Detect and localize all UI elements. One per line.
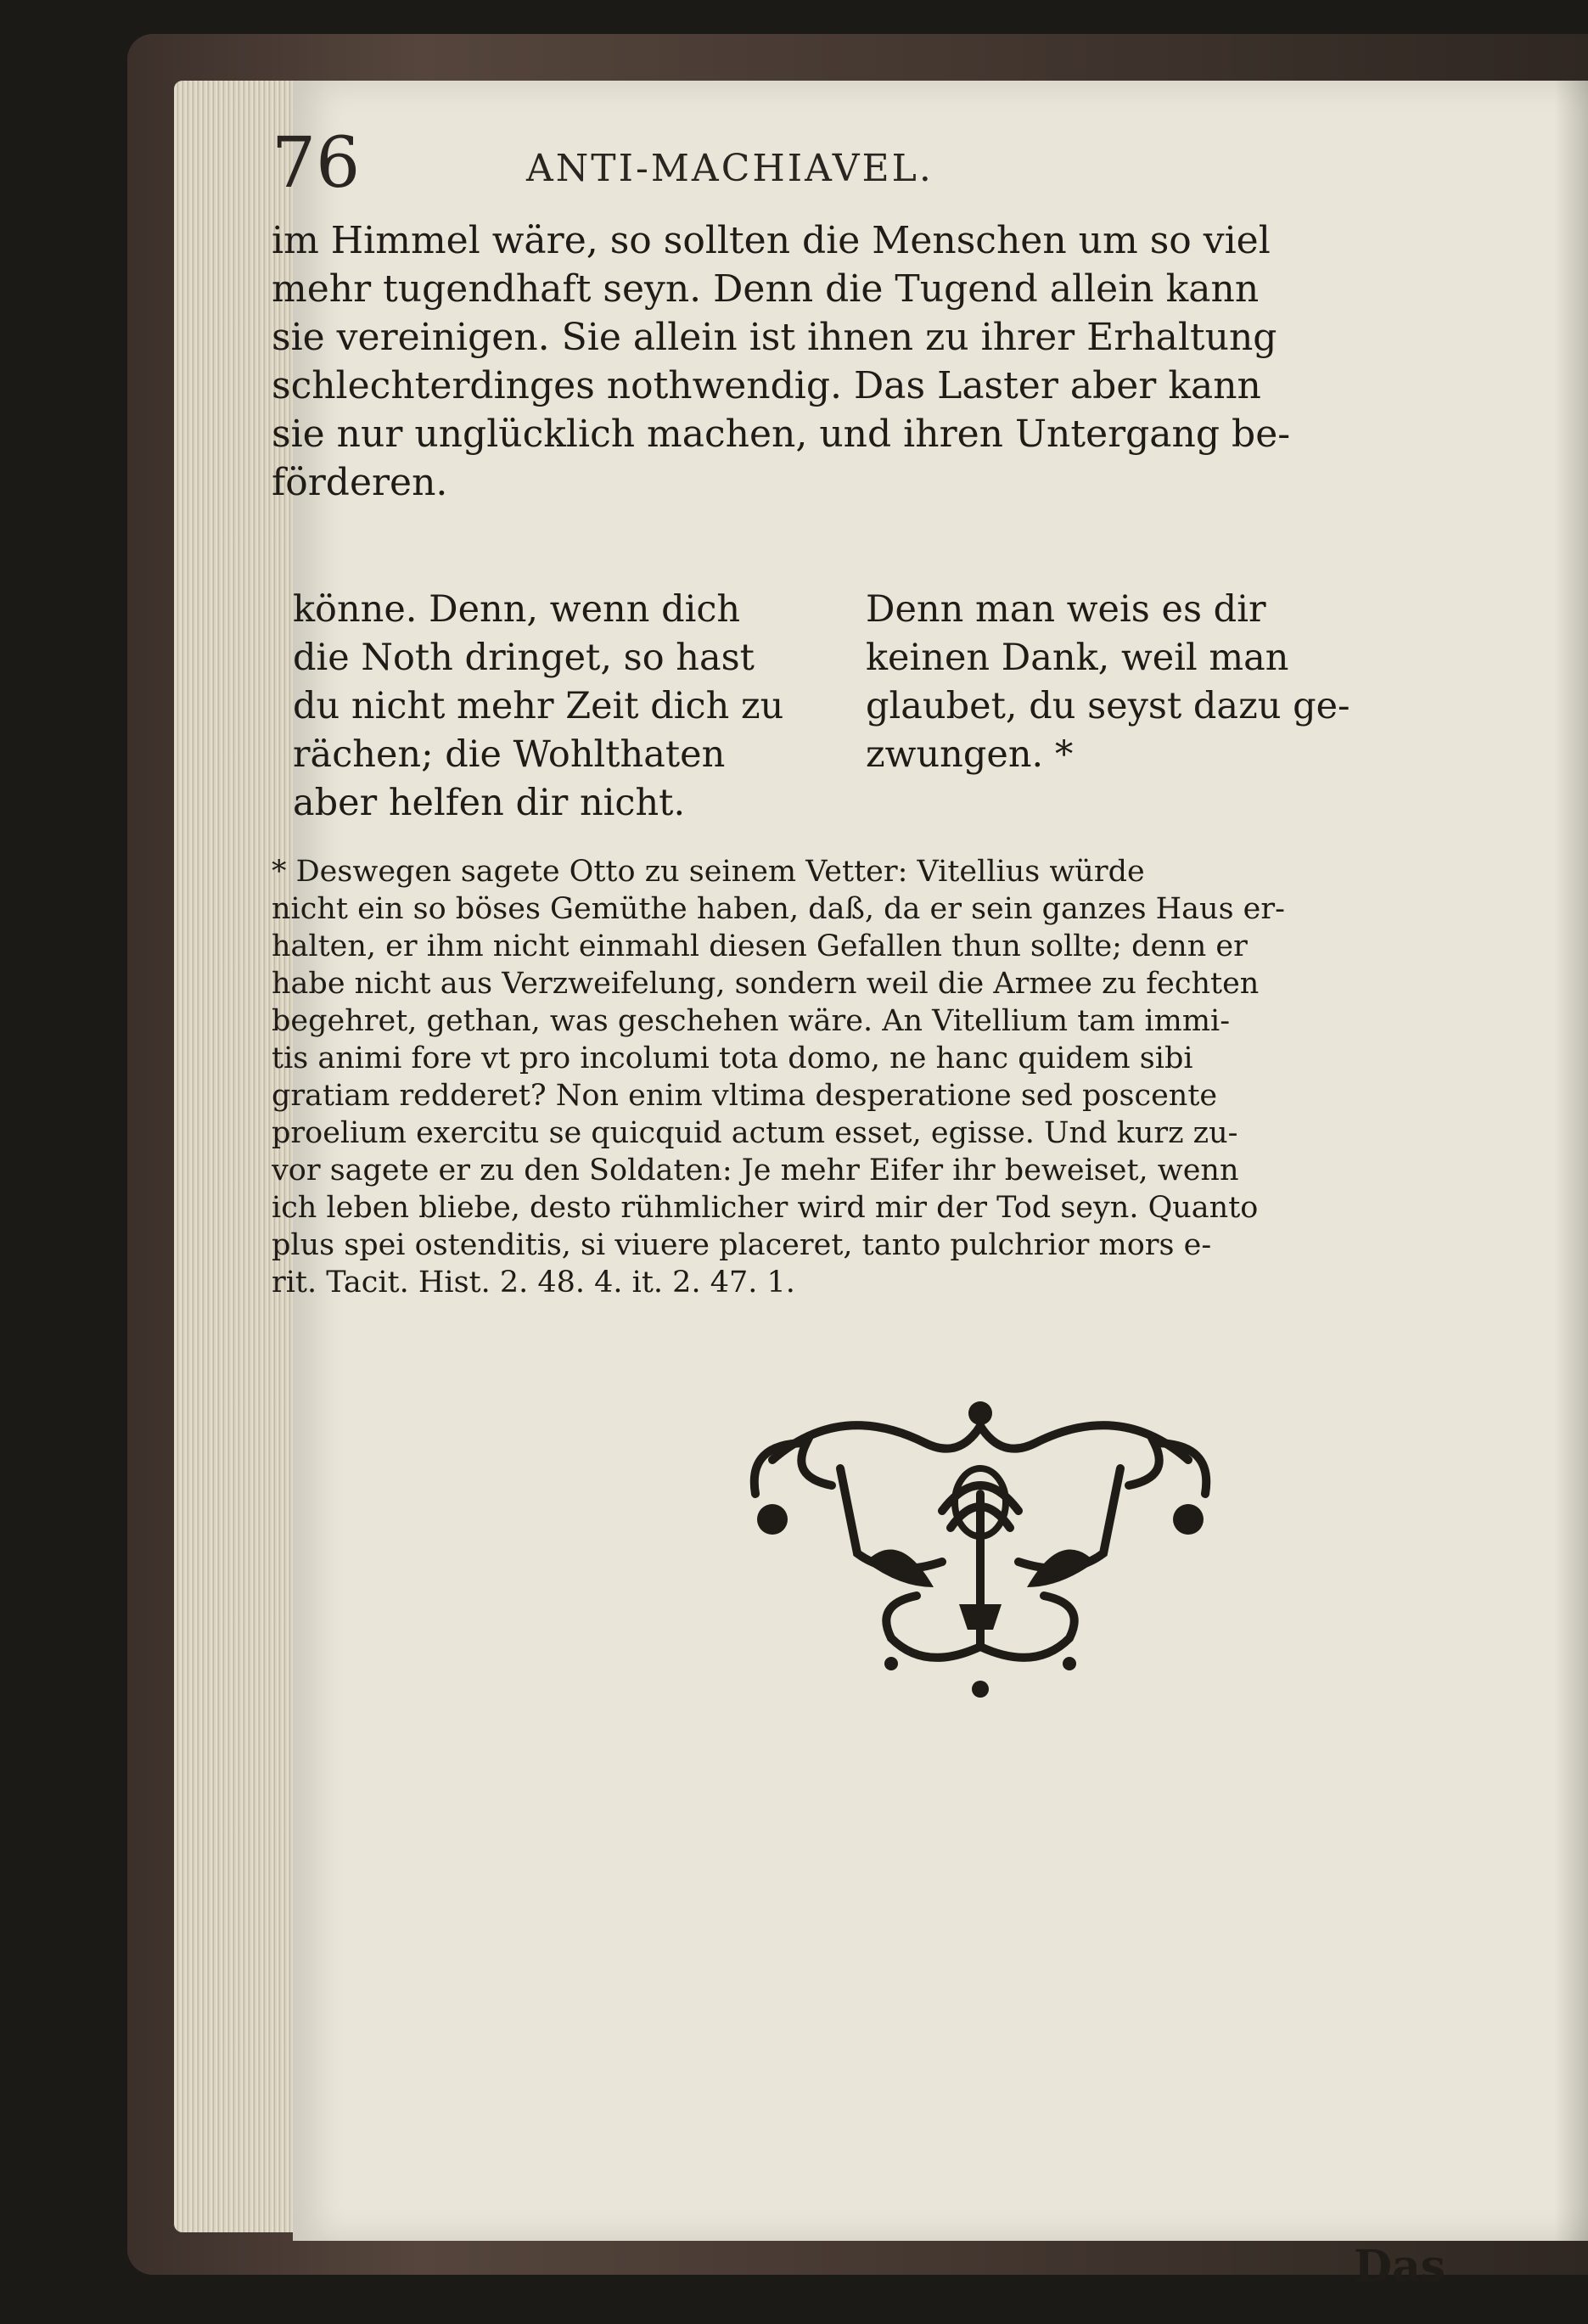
right-column-line: glaubet, du seyst dazu ge- — [866, 685, 1350, 727]
main-text-line: im Himmel wäre, so sollten die Menschen um so viel — [272, 219, 1271, 262]
footnote-line: tis animi fore vt pro incolumi tota domo, ne hanc quidem sibi — [272, 1041, 1193, 1075]
left-column-line: du nicht mehr Zeit dich zu — [293, 685, 784, 727]
left-column-line: rächen; die Wohlthaten — [293, 733, 726, 776]
footnote-line: ich leben bliebe, desto rühmlicher wird mir der Tod seyn. Quanto — [272, 1191, 1259, 1225]
footnote-line: rit. Tacit. Hist. 2. 48. 4. it. 2. 47. 1. — [272, 1266, 795, 1300]
right-column — [866, 586, 1417, 779]
left-column-line: die Noth dringet, so hast — [293, 637, 755, 679]
main-text-line: förderen. — [272, 461, 448, 504]
left-column-line: aber helfen dir nicht. — [293, 782, 686, 824]
footnote-line: begehret, gethan, was geschehen wäre. An Vitellium tam immi- — [272, 1004, 1231, 1038]
page-number: 76 — [272, 123, 361, 204]
main-text-line: sie vereinigen. Sie allein ist ihnen zu ihrer Erhaltung — [272, 316, 1277, 359]
footnote-line: plus spei ostenditis, si viuere placeret, tanto pulchrior mors e- — [272, 1228, 1212, 1262]
footnote-line: halten, er ihm nicht einmahl diesen Gefallen thun sollte; denn er — [272, 929, 1248, 963]
running-head: ANTI-MACHIAVEL. — [526, 147, 934, 190]
footnote-line: * Deswegen sagete Otto zu seinem Vetter: Vitellius würde — [272, 855, 1145, 889]
catchword: Das — [1354, 2241, 1446, 2293]
right-column-line: keinen Dank, weil man — [866, 637, 1289, 679]
right-column-line: zwungen. * — [866, 733, 1074, 776]
footnote-line: nicht ein so böses Gemüthe haben, daß, da er sein ganzes Haus er- — [272, 892, 1285, 926]
left-column-line: könne. Denn, wenn dich — [293, 588, 741, 631]
main-text-line: sie nur unglücklich machen, und ihren Untergang be- — [272, 413, 1291, 456]
footnote-line: proelium exercitu se quicquid actum esset, egisse. Und kurz zu- — [272, 1116, 1238, 1150]
footnote-line: vor sagete er zu den Soldaten: Je mehr Eifer ihr beweiset, wenn — [272, 1154, 1239, 1187]
main-text-line: schlechterdinges nothwendig. Das Laster aber kann — [272, 364, 1261, 407]
footnote — [272, 853, 1456, 1301]
main-text-line: mehr tugendhaft seyn. Denn die Tugend allein kann — [272, 267, 1260, 311]
gutter-shadow — [1554, 81, 1588, 2241]
main-text — [272, 216, 1456, 507]
footnote-line: gratiam redderet? Non enim vltima desperatione sed poscente — [272, 1079, 1218, 1113]
right-column-line: Denn man weis es dir — [866, 588, 1266, 631]
left-column — [293, 586, 802, 828]
decorative-ornament-icon — [738, 1392, 1222, 1706]
page-header — [272, 123, 1477, 216]
footnote-line: habe nicht aus Verzweifelung, sondern weil die Armee zu fechten — [272, 967, 1260, 1001]
